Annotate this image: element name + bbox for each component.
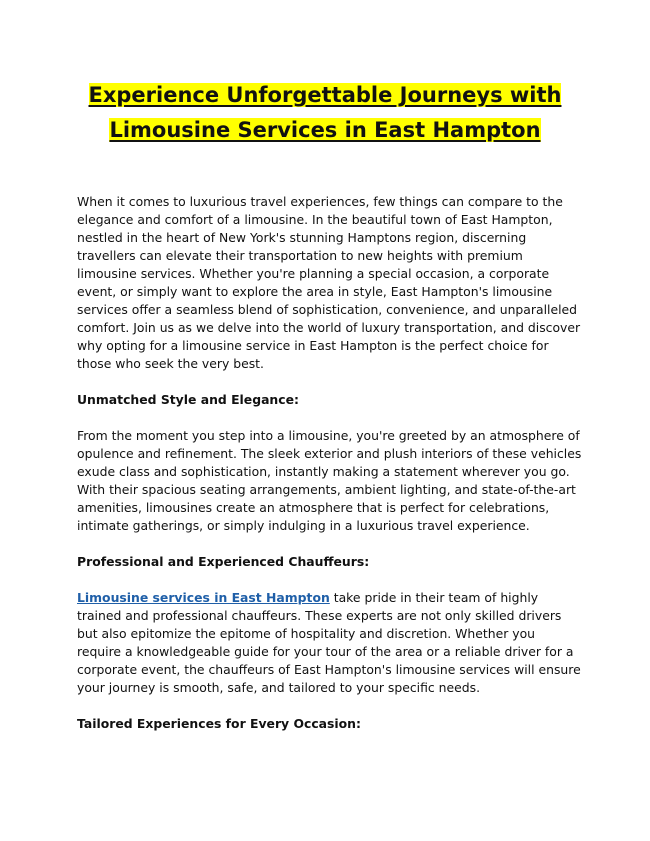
document-title <box>70 78 580 148</box>
intro-paragraph: When it comes to luxurious travel experiences, few things can compare to the elegance and comfort of a limousine. In the beautiful town of East Hampton, nestled in the heart of New York's stunning Hamptons region, discerning travellers can elevate their transportation to new heights with premium limousine services. Whether you're planning a special occasion, a corporate event, or simply want to explore the area in style, East Hampton's limousine services offer a seamless blend of sophistication, convenience, and unparalleled comfort. Join us as we delve into the world of luxury transportation, and discover why opting for a limousine service in East Hampton is the perfect choice for those who seek the very best. <box>77 194 581 371</box>
section-paragraph-chauffeurs <box>77 589 582 697</box>
document-body <box>77 193 582 751</box>
section-paragraph-style: From the moment you step into a limousine, you're greeted by an atmosphere of opulence and refinement. The sleek exterior and plush interiors of these vehicles exude class and sophistication, instantly making a statement wherever you go. With their spacious seating arrangements, ambient lighting, and state-of-the-art amenities, limousines create an atmosphere that is perfect for celebrations, intimate gatherings, or simply indulging in a luxurious travel experience. <box>77 428 582 533</box>
chauffeurs-paragraph-text: take pride in their team of highly trained and professional chauffeurs. These experts are not only skilled drivers but also epitomize the epitome of hospitality and discretion. Whether you require a knowledgeable guide for your tour of the area or a reliable driver for a corporate event, the chauffeurs of East Hampton's limousine services will ensure your journey is smooth, safe, and tailored to your specific needs. <box>77 590 581 695</box>
title-highlight: Experience Unforgettable Journeys with Limousine Services in East Hampton <box>88 83 562 142</box>
section-heading-occasions: Tailored Experiences for Every Occasion: <box>77 716 361 731</box>
section-heading-style: Unmatched Style and Elegance: <box>77 392 299 407</box>
limousine-services-link[interactable]: Limousine services in East Hampton <box>77 590 330 605</box>
section-heading-chauffeurs: Professional and Experienced Chauffeurs: <box>77 554 370 569</box>
